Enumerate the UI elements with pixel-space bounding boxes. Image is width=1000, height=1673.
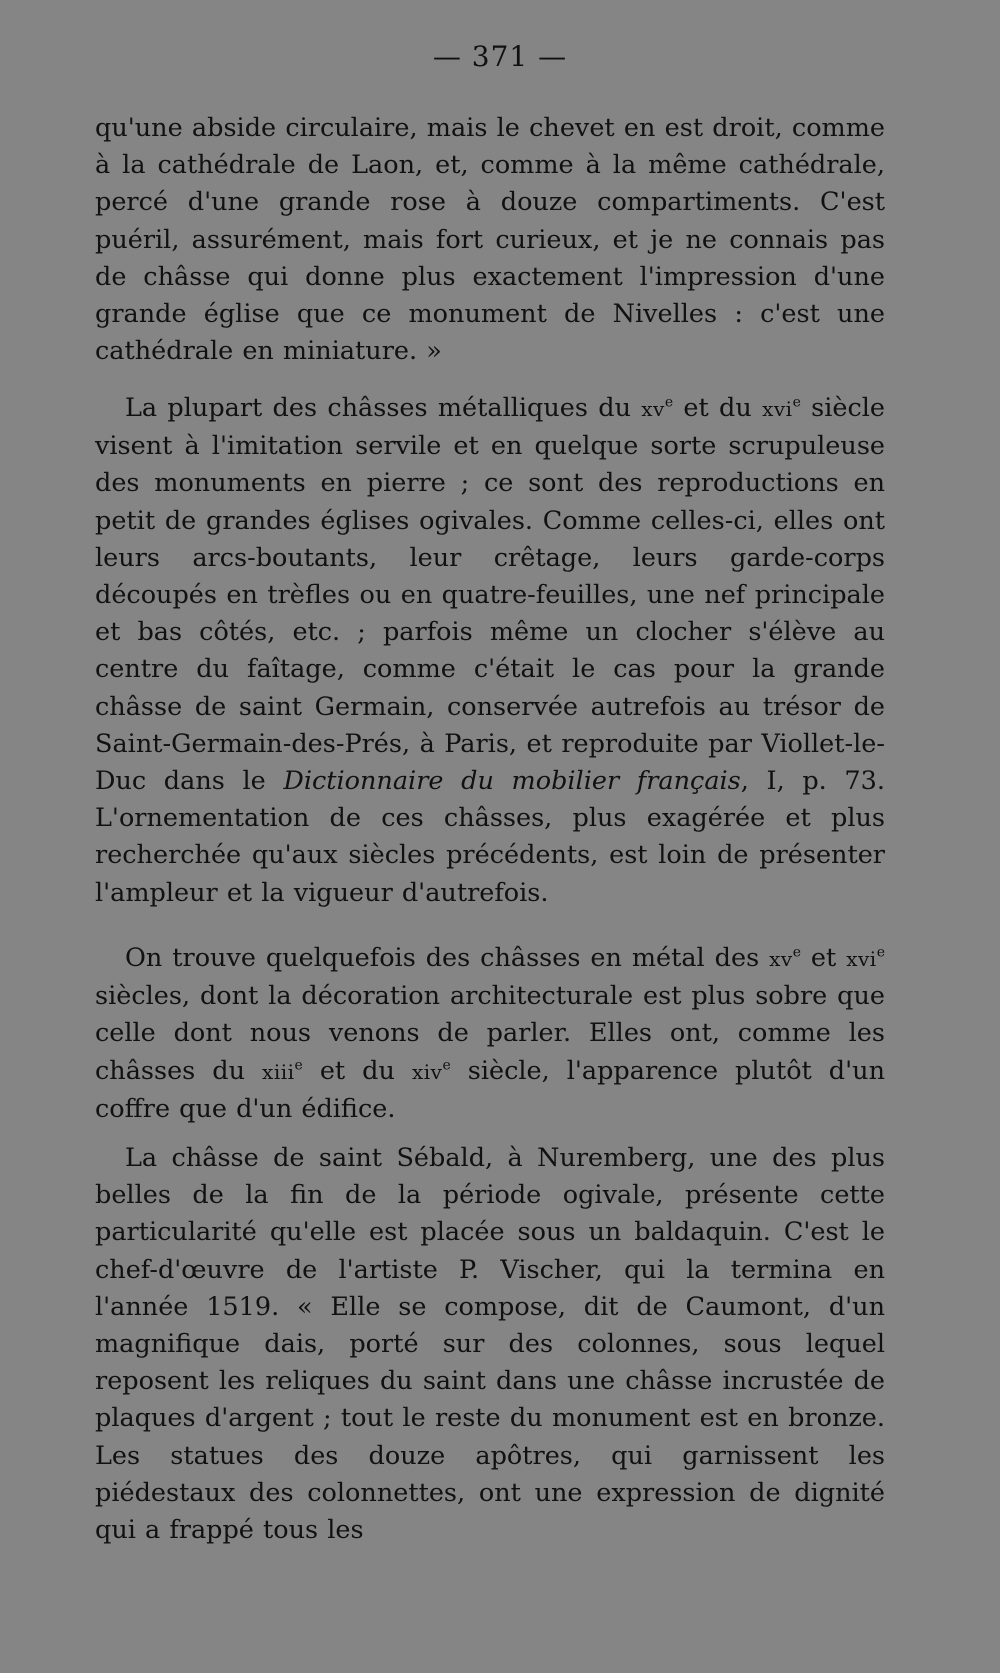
superscript: e xyxy=(294,1057,303,1074)
text-run: siècle, l'apparence plutôt d'un coffre que d'un édifice. xyxy=(95,1055,885,1124)
paragraph-text xyxy=(95,940,885,1128)
paragraph-text: qu'une abside circulaire, mais le chevet en est droit, comme à la cathédrale de Laon, et, comme à la même cathédrale, percé d'une grande rose à douze compartiments. C'est puéril, assurément, mais fort curieux, et je ne connais pas de châsse qui donne plus exactement l'impression d'une grande église que ce monument de Nivelles : c'est une cathédrale en miniature. » xyxy=(95,113,885,367)
page-number: — 371 — xyxy=(432,40,568,73)
paragraph-text: La châsse de saint Sébald, à Nuremberg, une des plus belles de la fin de la période ogivale, présente cette particularité qu'elle est placée sous un baldaquin. C'est le chef-d'œuvre de l'artiste P. Vischer, qui la termina en l'année 1519. « Elle se compose, dit de Caumont, d'un magnifique dais, porté sur des colonnes, sous lequel reposent les reliques du saint dans une châsse incrustée de plaques d'argent ; tout le reste du monument est en bronze. Les statues des douze apôtres, qui garnissent les piédestaux des colonnettes, ont une expression de dignité qui a frappé tous les xyxy=(95,1143,885,1546)
superscript: e xyxy=(792,944,801,961)
text-run: siècles, dont la décoration architecturale est plus sobre que celle dont nous venons de parler. Elles ont, comme les châsses du xyxy=(95,981,885,1086)
century-numeral: xiii xyxy=(262,1059,295,1084)
text-run: et xyxy=(800,943,847,973)
text-run: La plupart des châsses métalliques du xyxy=(125,393,642,423)
century-numeral: xv xyxy=(641,397,665,421)
text-run: , I, p. 73. L'ornementation de ces châsses, plus exagérée et plus recherchée qu'aux siècles précédents, est loin de présenter l'ampleur et la vigueur d'autrefois. xyxy=(95,766,885,908)
paragraph-2 xyxy=(95,390,885,912)
century-numeral: xvi xyxy=(846,947,877,971)
book-title: Dictionnaire du mobilier français xyxy=(283,766,741,797)
text-run: et du xyxy=(673,393,763,423)
superscript: e xyxy=(664,394,674,411)
century-numeral: xv xyxy=(769,947,793,971)
superscript: e xyxy=(876,944,885,961)
century-numeral: xiv xyxy=(411,1059,443,1084)
paragraph-1 xyxy=(95,110,885,370)
paragraph-4 xyxy=(95,1140,885,1549)
century-numeral: xvi xyxy=(762,397,793,421)
superscript: e xyxy=(442,1057,451,1074)
text-run: On trouve quelquefois des châsses en métal des xyxy=(125,943,770,973)
text-run: et du xyxy=(302,1055,412,1086)
text-run: siècle visent à l'imitation servile et en quelque sorte scrupuleuse des monuments en pierre ; ce sont des reproductions en petit de grandes églises ogivales. Comme celles-ci, elles ont leurs arcs-boutants, leur crêtage, leurs garde-corps découpés en trèfles ou en quatre-feuilles, une nef principale et bas côtés, etc. ; parfois même un clocher s'élève au centre du faîtage, comme c'était le cas pour la grande châsse de saint Germain, conservée autrefois au trésor de Saint-Germain-des-Prés, à Paris, et reproduite par Viollet-le-Duc dans le xyxy=(95,393,885,797)
superscript: e xyxy=(792,394,801,411)
paragraph-3 xyxy=(95,940,885,1128)
paragraph-text xyxy=(95,390,885,912)
